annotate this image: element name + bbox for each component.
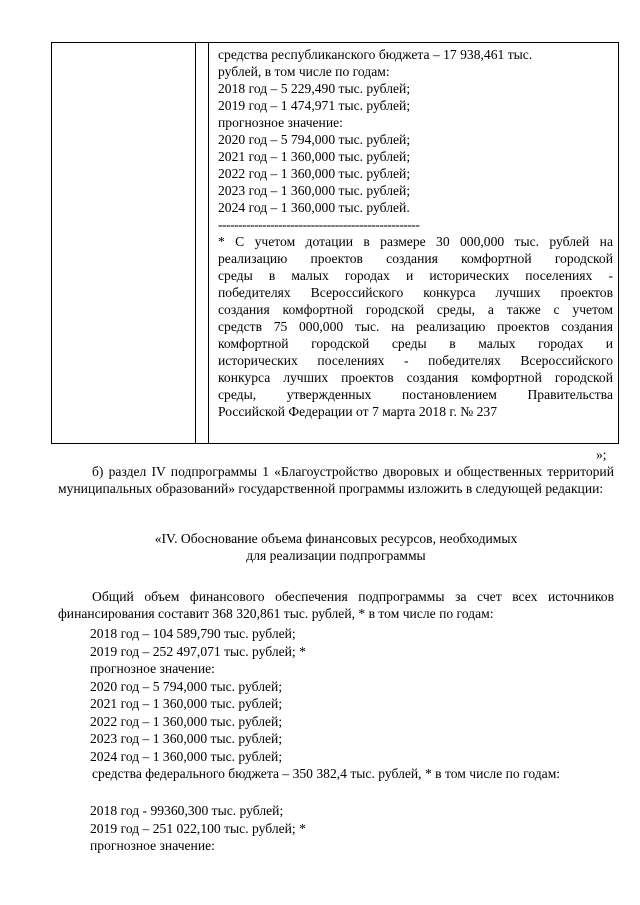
list-item: 2021 год – 1 360,000 тыс. рублей; [90, 696, 283, 711]
list-item: 2020 год – 5 794,000 тыс. рублей; [90, 678, 283, 694]
table-line: 2022 год – 1 360,000 тыс. рублей; [218, 166, 411, 181]
footnote-line: комфортной городской среды в малых городах и [218, 336, 613, 351]
footnote-line: победителях Всероссийского конкурса лучших проектов [218, 285, 613, 300]
table-cell-funding [218, 46, 613, 420]
table-column-divider-2 [208, 43, 209, 443]
footnote-separator: -------------------------------------------------- [218, 217, 420, 232]
section-heading [58, 530, 614, 564]
section-heading-line-2: для реализации подпрограммы [246, 548, 426, 563]
continuation-table [51, 42, 619, 444]
paragraph-b: б) раздел IV подпрограммы 1 «Благоустройство дворовых и общественных территорий муниципальных образований» государственной программы изложить в следующей редакции: [58, 464, 614, 496]
closing-quote-mark: »; [596, 447, 607, 462]
list-item: 2024 год – 1 360,000 тыс. рублей; [90, 748, 283, 764]
footnote-line: создания комфортной городской среды, а также с учетом [218, 302, 613, 317]
table-line: рублей, в том числе по годам: [218, 64, 390, 79]
list-item: 2018 год – 104 589,790 тыс. рублей; [90, 626, 296, 641]
table-line: средства республиканского бюджета – 17 938,461 тыс. [218, 47, 533, 62]
footnote-line: реализацию проектов создания комфортной городской [218, 251, 613, 266]
table-line: 2021 год – 1 360,000 тыс. рублей; [218, 149, 411, 164]
list-item: 2018 год - 99360,300 тыс. рублей; [90, 803, 284, 818]
footnote-line: среды в малых городах и исторических поселениях - [218, 268, 613, 283]
list-item: 2019 год – 251 022,100 тыс. рублей; * [90, 820, 306, 836]
footnote-line: средств 75 000,000 тыс. на реализацию проектов создания [218, 319, 613, 334]
table-line: 2024 год – 1 360,000 тыс. рублей. [218, 200, 410, 215]
footnote-line: конкурса лучших проектов создания комфортной городской [218, 370, 613, 385]
paragraph-total-funding: Общий объем финансового обеспечения подпрограммы за счет всех источников финансирования составит 368 320,861 тыс. рублей, * в том числе по годам: [58, 589, 614, 621]
list-item: 2023 год – 1 360,000 тыс. рублей; [90, 731, 283, 746]
total-funding-list [90, 625, 306, 765]
table-line: 2019 год – 1 474,971 тыс. рублей; [218, 98, 411, 113]
table-column-divider-1 [195, 43, 196, 443]
paragraph-federal-funding: средства федерального бюджета – 350 382,4 тыс. рублей, * в том числе по годам: [92, 766, 561, 781]
list-item: прогнозное значение: [90, 838, 215, 853]
list-item: прогнозное значение: [90, 661, 215, 676]
list-item: 2019 год – 252 497,071 тыс. рублей; * [90, 643, 306, 659]
footnote-line: Российской Федерации от 7 марта 2018 г. № 237 [218, 404, 498, 419]
table-line: прогнозное значение: [218, 115, 343, 130]
footnote-line: * С учетом дотации в размере 30 000,000 тыс. рублей на [218, 234, 613, 249]
table-line: 2018 год – 5 229,490 тыс. рублей; [218, 81, 411, 96]
federal-funding-list [90, 802, 306, 855]
section-heading-line-1: «IV. Обоснование объема финансовых ресурсов, необходимых [154, 531, 518, 546]
footnote-line: среды, утвержденных постановлением Правительства [218, 387, 613, 402]
table-line: 2023 год – 1 360,000 тыс. рублей; [218, 183, 411, 198]
footnote-line: исторических поселениях - победителях Всероссийского [218, 353, 613, 368]
table-line: 2020 год – 5 794,000 тыс. рублей; [218, 132, 411, 147]
list-item: 2022 год – 1 360,000 тыс. рублей; [90, 713, 283, 729]
